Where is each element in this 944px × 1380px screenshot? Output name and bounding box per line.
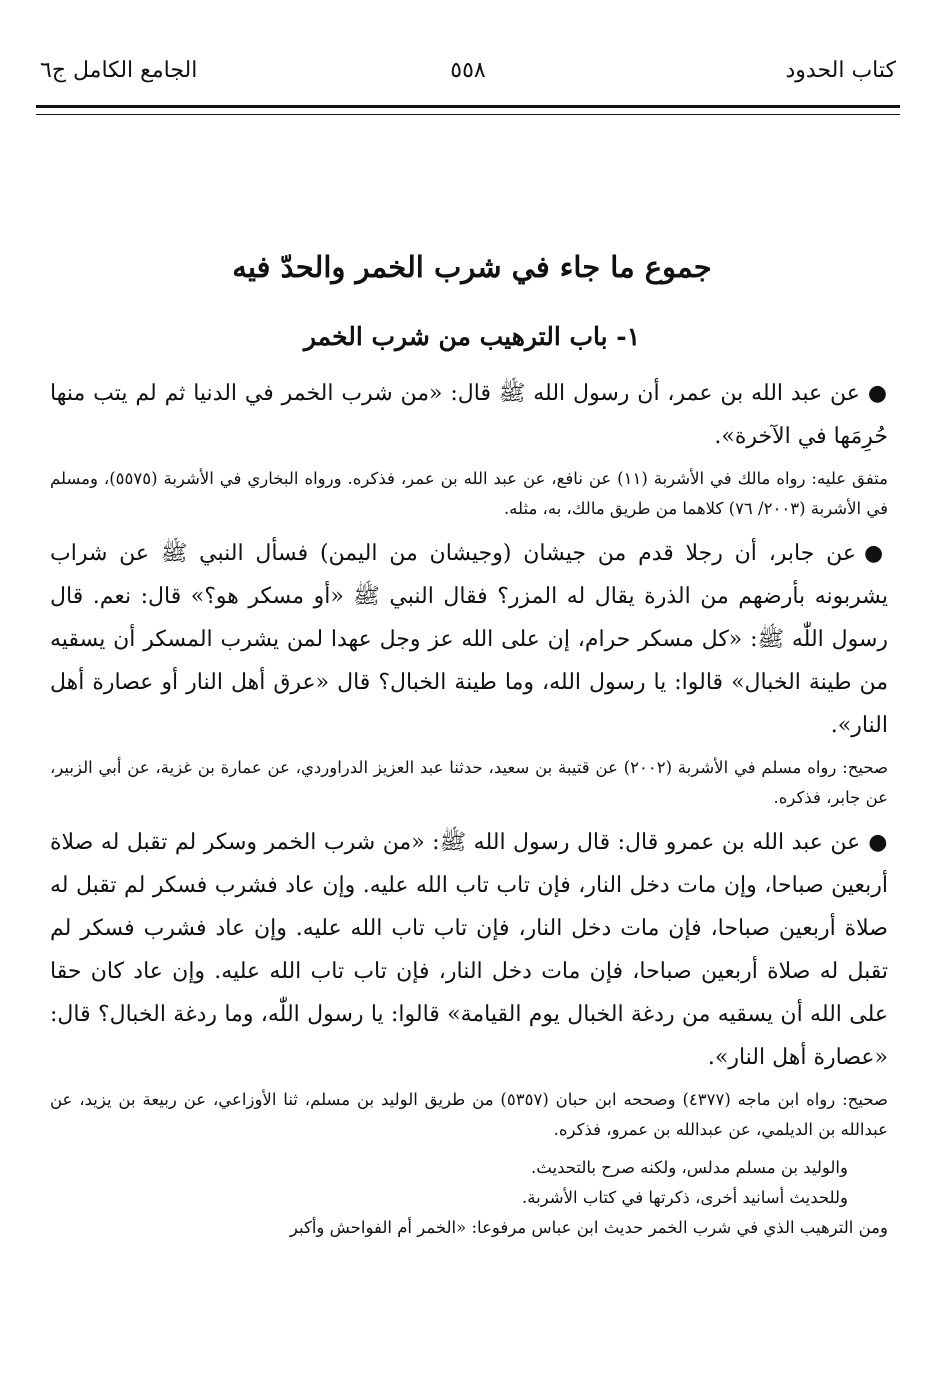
header-book-title: الجامع الكامل ج٦ bbox=[40, 58, 198, 83]
header-rule-thick bbox=[36, 105, 900, 108]
hadith-3 bbox=[50, 821, 888, 1079]
hadith-2-takhrij: صحيح: رواه مسلم في الأشربة (٢٠٠٢) عن قتيبة بن سعيد، حدثنا عبد العزيز الدراوردي، عن عمارة بن غزية، عن أبي الزبير، عن جابر، فذكره. bbox=[50, 758, 889, 807]
running-header bbox=[40, 58, 896, 98]
hadith-1 bbox=[50, 372, 888, 458]
hadith-3-takhrij: صحيح: رواه ابن ماجه (٤٣٧٧) وصححه ابن حبان (٥٣٥٧) من طريق الوليد بن مسلم، ثنا الأوزاعي، عن ربيعة بن يزيد، عن عبدالله بن الديلمي، عن عبدالله بن عمرو، فذكره. bbox=[50, 1090, 888, 1139]
header-page-number: ٥٥٨ bbox=[450, 58, 486, 83]
hadith-3-note-3: ومن الترهيب الذي في شرب الخمر حديث ابن عباس مرفوعا: «الخمر أم الفواحش وأكبر bbox=[289, 1218, 888, 1237]
bullet-icon: ● bbox=[864, 540, 888, 566]
hadith-1-text: عن عبد الله بن عمر، أن رسول الله ﷺ قال: «من شرب الخمر في الدنيا ثم لم يتب منها حُرِمَها في الآخرة». bbox=[50, 381, 888, 449]
chapter-title: جموع ما جاء في شرب الخمر والحدّ فيه bbox=[232, 250, 712, 284]
hadith-2-text: عن جابر، أن رجلا قدم من جيشان (وجيشان من اليمن) فسأل النبي ﷺ عن شراب يشربونه بأرضهم من الذرة يقال له المزر؟ فقال النبي ﷺ «أو مسكر هو؟» قال: نعم. قال رسول اللّٰه ﷺ: «كل مسكر حرام، إن على الله عز وجل عهدا لمن يشرب المسكر أن يسقيه من طينة الخبال» قالوا: يا رسول الله، وما طينة الخبال؟ قال «عرق أهل النار أو عصارة أهل النار». bbox=[50, 541, 888, 738]
header-rule-thin bbox=[36, 114, 900, 115]
section-title: ١- باب الترهيب من شرب الخمر bbox=[303, 322, 641, 351]
hadith-3-note-1: والوليد بن مسلم مدلس، ولكنه صرح بالتحديث. bbox=[531, 1158, 848, 1177]
hadith-3-note-2: وللحديث أسانيد أخرى، ذكرتها في كتاب الأشربة. bbox=[521, 1188, 848, 1207]
header-book-section: كتاب الحدود bbox=[785, 58, 896, 83]
hadith-1-takhrij: متفق عليه: رواه مالك في الأشربة (١١) عن نافع، عن عبد الله بن عمر، فذكره. ورواه البخاري في الأشربة (٥٥٧٥)، ومسلم في الأشربة (٢٠٠٣/ ٧٦) كلاهما من طريق مالك، به، مثله. bbox=[50, 469, 888, 518]
hadith-2 bbox=[50, 532, 888, 747]
hadith-3-text: عن عبد الله بن عمرو قال: قال رسول الله ﷺ: «من شرب الخمر وسكر لم تقبل له صلاة أربعين صباحا، وإن مات دخل النار، فإن تاب تاب الله عليه. وإن عاد فشرب فسكر لم تقبل له صلاة أربعين صباحا، فإن مات دخل النار، فإن تاب تاب الله عليه. وإن عاد فشرب فسكر لم تقبل له صلاة أربعين صباحا، فإن مات دخل النار، فإن تاب تاب الله عليه. وإن عاد كان حقا على الله أن يسقيه من ردغة الخبال يوم القيامة» قالوا: يا رسول اللّٰه، وما ردغة الخبال؟ قال: «عصارة أهل النار». bbox=[50, 830, 888, 1070]
page-body bbox=[50, 372, 888, 1243]
bullet-icon: ● bbox=[868, 829, 888, 855]
bullet-icon: ● bbox=[867, 380, 888, 406]
